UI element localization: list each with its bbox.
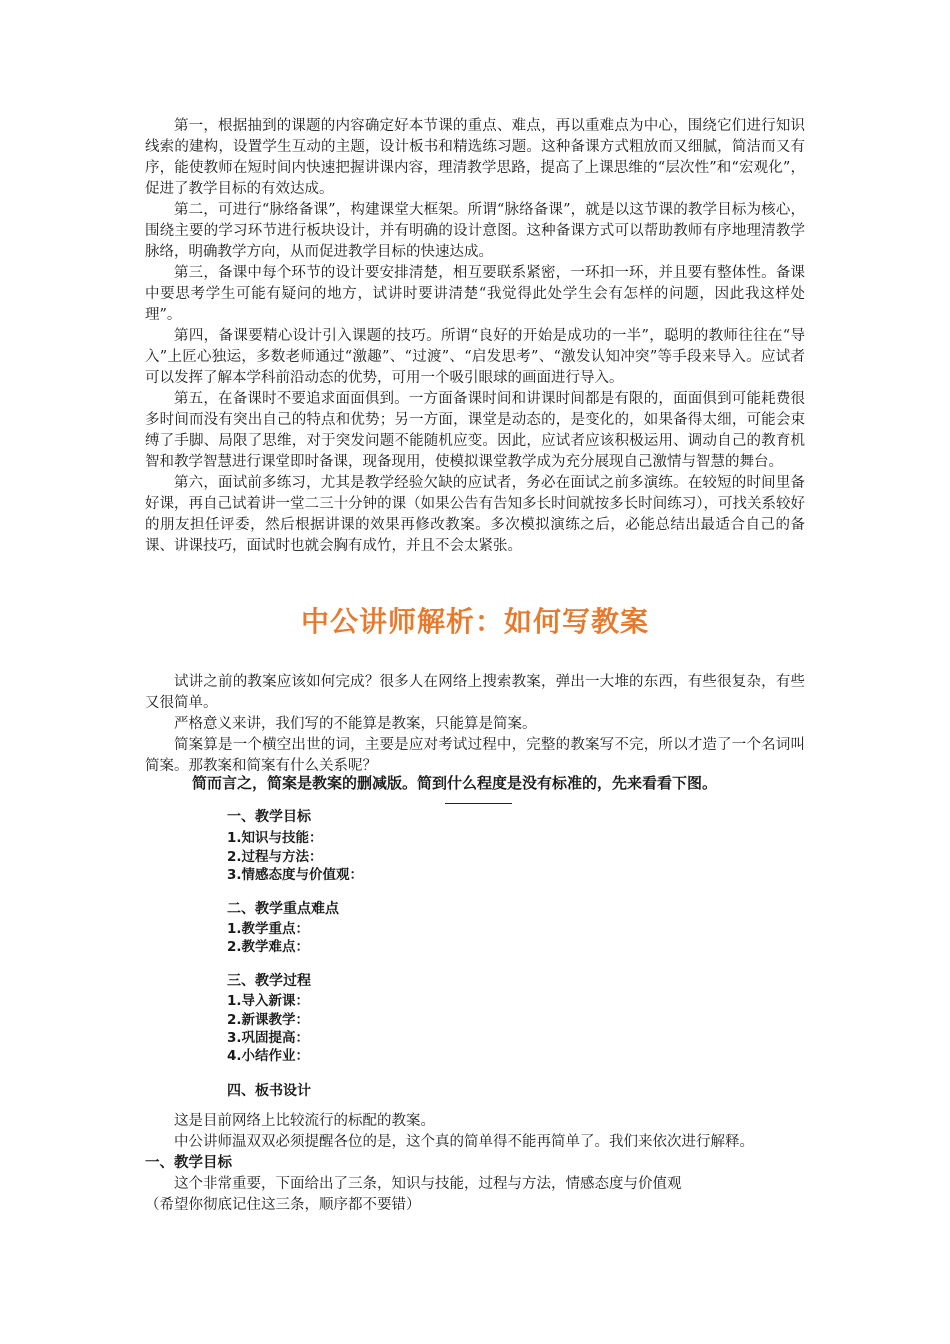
figure-section-heading: 三、教学过程 [227,973,311,989]
figure-item: 1.教学重点： [227,921,310,937]
explanation-paragraph-2: 中公讲师温双双必须提醒各位的是，这个真的简单得不能再简单了。我们来依次进行解释。 [174,1134,754,1150]
intro-paragraph-3: 简案算是一个横空出世的词，主要是应对考试过程中，完整的教案写不完，所以才造了一个名词叫简案。那教案和简案有什么关系呢？ [145,737,805,774]
figure-item: 3.巩固提高： [227,1030,310,1046]
explanation-paragraph-3: 这个非常重要，下面给出了三条，知识与技能，过程与方法，情感态度与价值观 [174,1176,682,1192]
section-title: 中公讲师解析：如何写教案 [300,605,649,638]
figure-item: 2.教学难点： [227,939,310,955]
figure-item: 4.小结作业： [227,1048,310,1064]
figure-section-heading: 二、教学重点难点 [227,901,339,917]
figure-section-heading: 一、教学目标 [227,809,311,825]
figure-item: 2.新课教学： [227,1012,310,1028]
tips-block [145,116,805,557]
figure-divider [445,803,512,804]
explanation-heading: 一、教学目标 [145,1155,232,1171]
tip-paragraph-4: 第四，备课要精心设计引入课题的技巧。所谓“良好的开始是成功的一半”，聪明的教师往往在“导入”上匠心独运，多数老师通过“激趣”、“过渡”、“启发思考”、“激发认知冲突”等手段来导入。应试者可以发挥了解本学科前沿动态的优势，可用一个吸引眼球的画面进行导入。 [145,328,805,386]
tip-paragraph-3: 第三，备课中每个环节的设计要安排清楚，相互要联系紧密，一环扣一环，并且要有整体性。备课中要思考学生可能有疑问的地方，试讲时要讲清楚“我觉得此处学生会有怎样的问题，因此我这样处理”。 [145,265,805,323]
explanation-paragraph-4: （希望你彻底记住这三条，顺序都不要错） [145,1197,421,1213]
figure-caption: 简而言之，简案是教案的删减版。简到什么程度是没有标准的，先来看看下图。 [192,774,718,792]
intro-block [145,672,805,777]
figure-item: 1.导入新课： [227,993,310,1009]
tip-paragraph-2: 第二，可进行“脉络备课”，构建课堂大框架。所谓“脉络备课”，就是以这节课的教学目标为核心，围绕主要的学习环节进行板块设计，并有明确的设计意图。这种备课方式可以帮助教师有序地理清教学脉络，明确教学方向，从而促进教学目标的快速达成。 [145,202,805,260]
tip-paragraph-5: 第五，在备课时不要追求面面俱到。一方面备课时间和讲课时间都是有限的，面面俱到可能耗费很多时间而没有突出自己的特点和优势；另一方面，课堂是动态的，是变化的，如果备得太细，可能会束缚了手脚、局限了思维，对于突发问题不能随机应变。因此，应试者应该积极运用、调动自己的教育机智和教学智慧进行课堂即时备课，现备现用，使模拟课堂教学成为充分展现自己激情与智慧的舞台。 [145,391,805,470]
tip-paragraph-1: 第一，根据抽到的课题的内容确定好本节课的重点、难点，再以重难点为中心，围绕它们进行知识线索的建构，设置学生互动的主题，设计板书和精选练习题。这种备课方式粗放而又细腻，简洁而又有序，能使教师在短时间内快速把握讲课内容，理清教学思路，提高了上课思维的“层次性”和“宏观化”，促进了教学目标的有效达成。 [145,118,805,197]
figure-item: 3.情感态度与价值观： [227,867,364,883]
figure-section-heading: 四、板书设计 [227,1083,311,1099]
explanation-paragraph-1: 这是目前网络上比较流行的标配的教案。 [174,1113,435,1129]
figure-item: 1.知识与技能： [227,830,323,846]
explanation-block [145,1111,805,1216]
intro-paragraph-2: 严格意义来讲，我们写的不能算是教案，只能算是简案。 [174,716,537,732]
intro-paragraph-1: 试讲之前的教案应该如何完成？很多人在网络上搜索教案，弹出一大堆的东西，有些很复杂，有些又很简单。 [145,674,805,711]
figure-item: 2.过程与方法： [227,849,323,865]
tip-paragraph-6: 第六，面试前多练习，尤其是教学经验欠缺的应试者，务必在面试之前多演练。在较短的时间里备好课，再自己试着讲一堂二三十分钟的课（如果公告有告知多长时间就按多长时间练习），可找关系较好的朋友担任评委，然后根据讲课的效果再修改教案。多次模拟演练之后，必能总结出最适合自己的备课、讲课技巧，面试时也就会胸有成竹，并且不会太紧张。 [145,475,805,554]
lesson-plan-figure [145,772,805,1104]
